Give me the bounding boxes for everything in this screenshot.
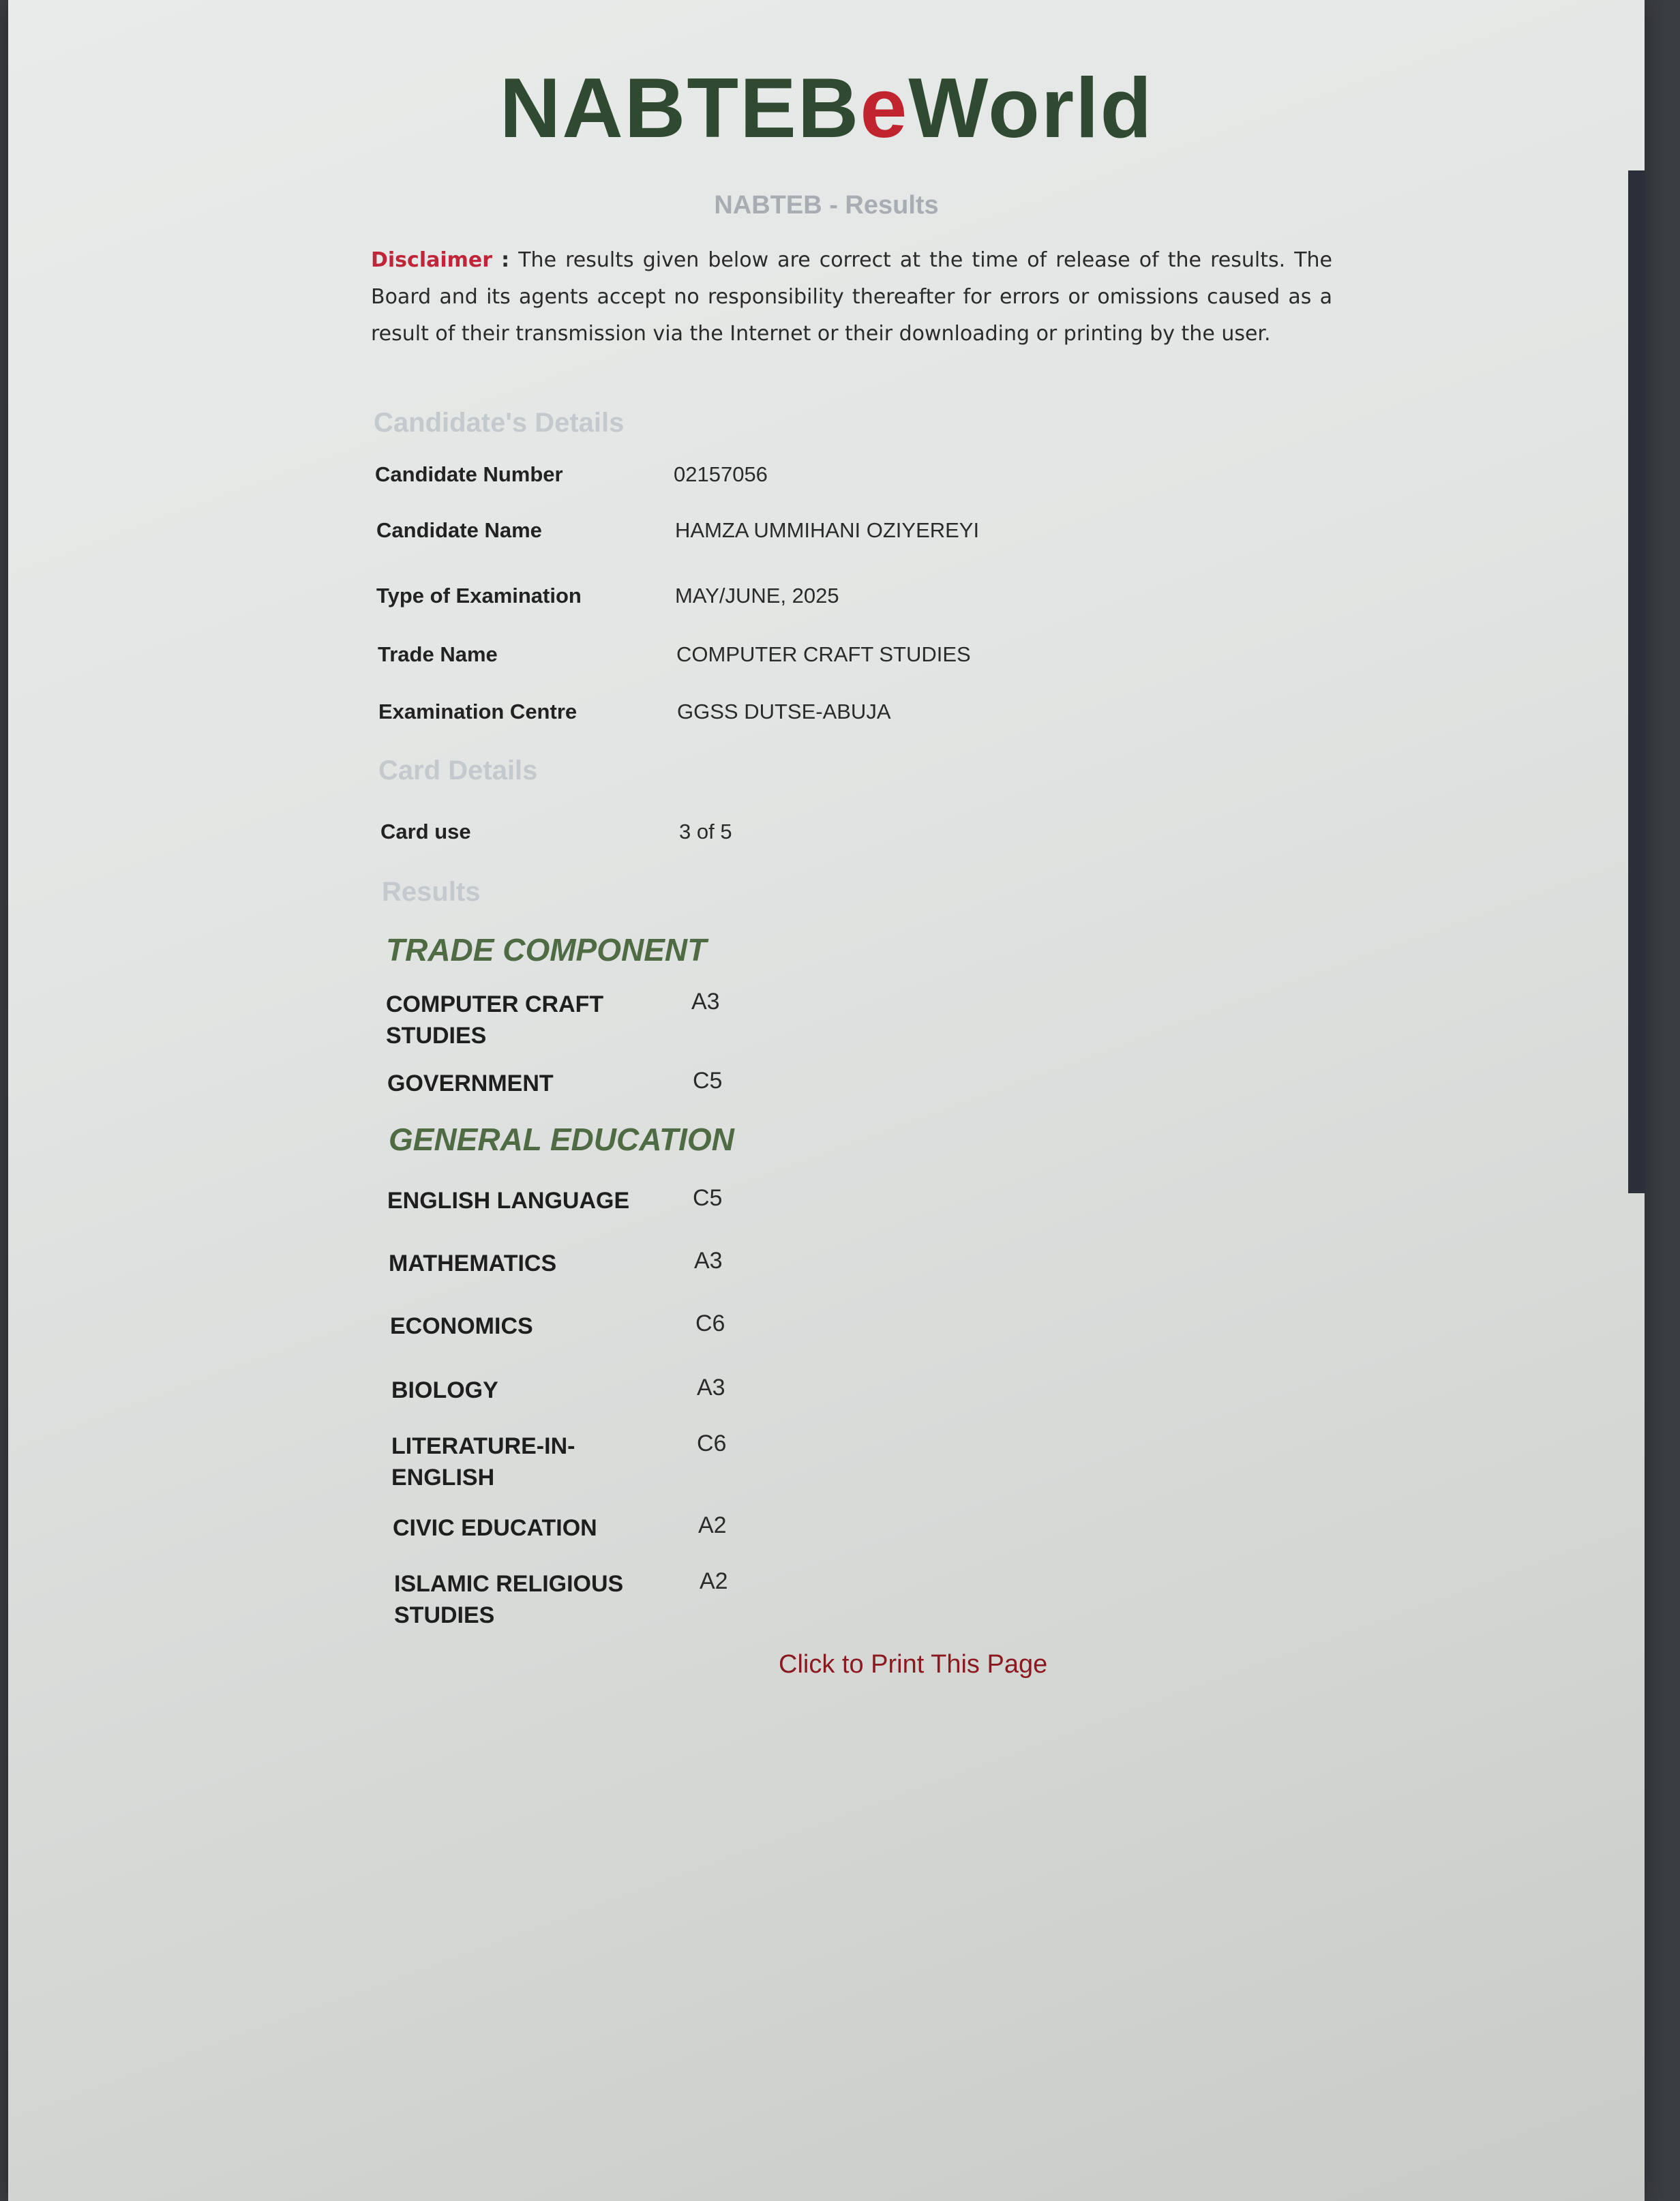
field-label: Card use <box>380 820 471 843</box>
subject-name: MATHEMATICS <box>389 1251 557 1276</box>
subject-grade: C6 <box>695 1311 725 1336</box>
subject-grade: A3 <box>697 1375 725 1401</box>
subject-grade: A2 <box>700 1568 728 1594</box>
candidate-details-heading: Candidate's Details <box>374 408 625 438</box>
subject-grade: C6 <box>697 1431 727 1456</box>
subject-grade: A2 <box>698 1512 727 1538</box>
exam-type-row <box>376 584 1126 625</box>
subject-grade: C5 <box>693 1068 723 1094</box>
subject-name: COMPUTER CRAFT STUDIES <box>386 991 604 1049</box>
field-label: Candidate Number <box>375 462 563 486</box>
card-use-row <box>380 820 1130 860</box>
logo-e: e <box>860 61 909 155</box>
printed-page <box>8 0 1645 2201</box>
card-details-heading: Card Details <box>378 755 538 785</box>
logo-rest: World <box>908 61 1154 155</box>
logo-main: NABTEB <box>499 61 860 155</box>
subject-name: ENGLISH LANGUAGE <box>387 1188 630 1214</box>
disclaimer <box>371 242 1332 353</box>
subject-grade: A3 <box>691 989 720 1015</box>
field-label: Examination Centre <box>378 700 578 723</box>
general-education-heading: GENERAL EDUCATION <box>389 1122 734 1157</box>
trade-name-row <box>378 642 1128 683</box>
exam-centre: GGSS DUTSE-ABUJA <box>677 700 891 723</box>
trade-name: COMPUTER CRAFT STUDIES <box>676 642 971 666</box>
field-label: Type of Examination <box>376 584 582 608</box>
subject-name: ISLAMIC RELIGIOUS STUDIES <box>394 1571 624 1628</box>
subject-grade: C5 <box>693 1185 723 1211</box>
subject-name: ECONOMICS <box>390 1313 533 1339</box>
print-page-link[interactable]: Click to Print This Page <box>779 1650 1048 1679</box>
candidate-name: HAMZA UMMIHANI OZIYEREYI <box>675 518 980 542</box>
field-label: Candidate Name <box>376 518 542 542</box>
nabteb-eworld-logo <box>8 60 1645 157</box>
results-heading: Results <box>382 877 481 907</box>
subject-name: CIVIC EDUCATION <box>393 1515 597 1541</box>
subject-name: LITERATURE-IN-ENGLISH <box>391 1433 575 1491</box>
disclaimer-text: The results given below are correct at the time of release of the results. The Board and its agents accept no responsibility thereafter for errors or omissions caused as a result of their transmission via the Internet or their downloading or printing by the user. <box>371 248 1332 346</box>
page-title: NABTEB - Results <box>714 191 939 220</box>
exam-type: MAY/JUNE, 2025 <box>675 584 839 608</box>
background-edge <box>1628 170 1645 1193</box>
candidate-number: 02157056 <box>674 462 768 486</box>
disclaimer-separator: : <box>501 248 510 272</box>
candidate-name-row <box>376 518 1126 559</box>
subject-name: BIOLOGY <box>391 1377 498 1403</box>
exam-centre-row <box>378 700 1128 740</box>
trade-component-heading: TRADE COMPONENT <box>386 932 707 968</box>
subject-grade: A3 <box>694 1248 723 1274</box>
candidate-number-row <box>375 462 1125 503</box>
card-use: 3 of 5 <box>679 820 732 843</box>
subject-name: GOVERNMENT <box>387 1070 554 1096</box>
disclaimer-label: Disclaimer <box>371 248 493 272</box>
field-label: Trade Name <box>378 642 498 666</box>
